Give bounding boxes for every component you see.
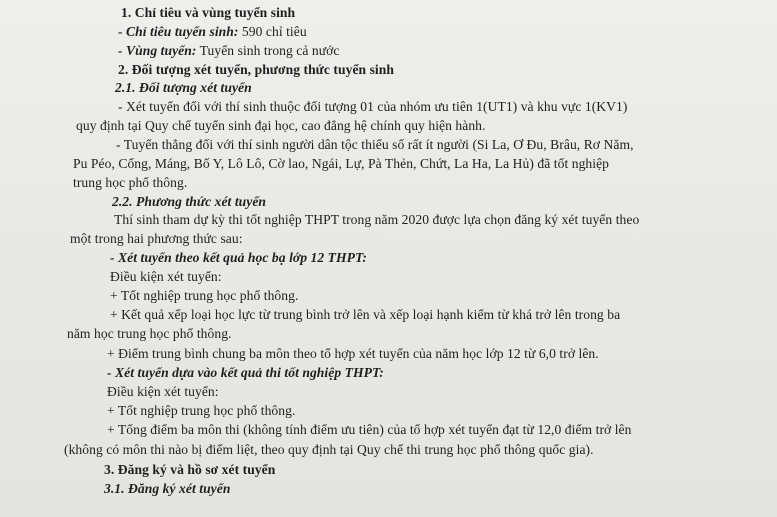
region-value: Tuyển sinh trong cả nước	[196, 43, 340, 58]
region-label: - Vùng tuyển:	[118, 43, 197, 58]
paragraph-line: trung học phổ thông.	[73, 175, 188, 190]
subsection-heading-3-1: 3.1. Đăng ký xét tuyển	[104, 481, 231, 496]
paragraph-line: (không có môn thi nào bị điểm liệt, theo quy định tại Quy chế thi trung học phổ thông quốc gia).	[64, 442, 594, 457]
section-heading-3: 3. Đăng ký và hồ sơ xét tuyển	[104, 462, 276, 477]
paragraph-line: + Điểm trung bình chung ba môn theo tổ hợp xét tuyển của năm học lớp 12 từ 6,0 trở lên.	[107, 346, 599, 361]
paragraph-line: + Tổng điểm ba môn thi (không tính điểm ưu tiên) của tổ hợp xét tuyển đạt từ 12,0 điểm trở lên	[107, 422, 632, 437]
paragraph-line: Pu Péo, Cống, Máng, Bố Y, Lô Lô, Cờ lao, Ngái, Lự, Pà Thẻn, Chứt, La Ha, La Hủ) đã tốt nghiệp	[73, 156, 610, 171]
paragraph-line: Điều kiện xét tuyển:	[107, 384, 219, 399]
paragraph-line: Điều kiện xét tuyển:	[110, 269, 222, 284]
quota-line	[118, 23, 307, 41]
method-heading-1: - Xét tuyển theo kết quả học bạ lớp 12 THPT:	[110, 250, 367, 265]
paragraph-line: + Kết quả xếp loại học lực từ trung bình trở lên và xếp loại hạnh kiểm từ khá trở lên trong ba	[110, 307, 621, 322]
paragraph-line: - Xét tuyển đối với thí sinh thuộc đối tượng 01 của nhóm ưu tiên 1(UT1) và khu vực 1(KV1)	[118, 99, 628, 114]
paragraph-line: + Tốt nghiệp trung học phổ thông.	[110, 288, 299, 303]
method-heading-2: - Xét tuyển dựa vào kết quả thi tốt nghiệp THPT:	[107, 365, 384, 380]
subsection-heading-2-1: 2.1. Đối tượng xét tuyển	[115, 80, 252, 95]
quota-value: 590 chỉ tiêu	[238, 24, 307, 39]
paragraph-line: - Tuyển thẳng đối với thí sinh người dân tộc thiểu số rất ít người (Si La, Ơ Đu, Brâu, Rơ Năm,	[116, 137, 634, 152]
paragraph-line: Thí sinh tham dự kỳ thi tốt nghiệp THPT trong năm 2020 được lựa chọn đăng ký xét tuyển theo	[114, 212, 640, 227]
paragraph-line: quy định tại Quy chế tuyển sinh đại học, cao đẳng hệ chính quy hiện hành.	[76, 118, 486, 133]
section-heading-1: 1. Chỉ tiêu và vùng tuyển sinh	[121, 5, 296, 20]
subsection-heading-2-2: 2.2. Phương thức xét tuyển	[112, 194, 267, 209]
section-heading-2: 2. Đối tượng xét tuyển, phương thức tuyển sinh	[118, 62, 394, 77]
region-line	[118, 42, 340, 60]
paragraph-line: một trong hai phương thức sau:	[70, 231, 243, 246]
paragraph-line: năm học trung học phổ thông.	[67, 326, 232, 341]
quota-label: - Chỉ tiêu tuyển sinh:	[118, 24, 239, 39]
paragraph-line: + Tốt nghiệp trung học phổ thông.	[107, 403, 296, 418]
